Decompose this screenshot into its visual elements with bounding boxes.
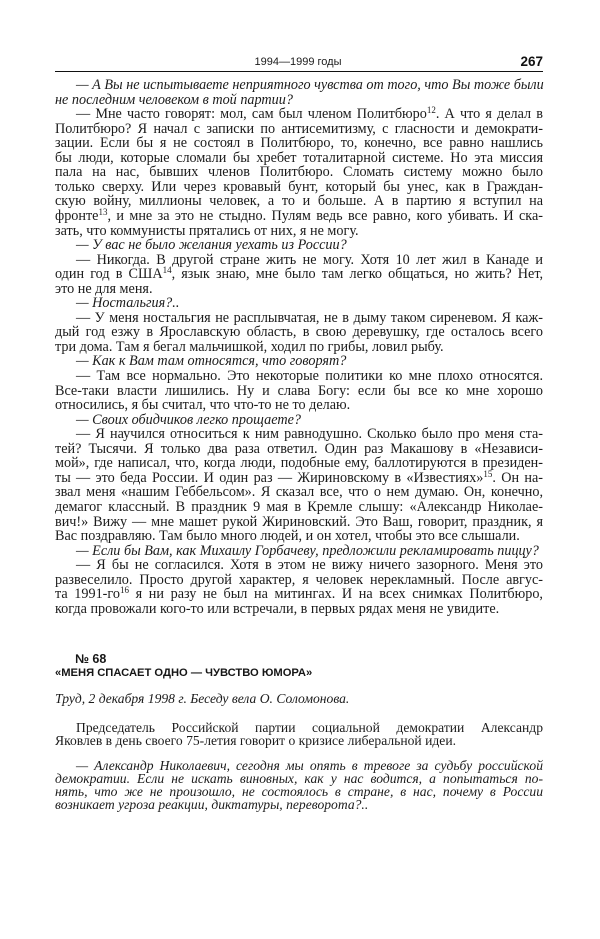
footnote-ref: 16: [119, 585, 129, 596]
answer-line: тей? Тысячи. Я только два раза ответил. Один раз Макашову в «Независи-: [55, 440, 543, 457]
answer-line: [55, 587, 543, 602]
answer-line: это не для меня.: [55, 280, 153, 297]
document-source: Труд, 2 декабря 1998 г. Беседу вела О. Соломонова.: [55, 691, 350, 707]
question-line: — Александр Николаевич, сегодня мы опять в тревоге за судьбу российской: [76, 758, 543, 773]
answer-line: относились, я бы считал, что что-то не то делаю.: [55, 397, 351, 414]
answer-line: мой», где написал, что, когда люди, подобные ему, баллотируются в президен-: [55, 455, 543, 472]
answer-line: [55, 209, 543, 224]
question-line: нять, что же не произошло, не состоялось в стране, в нас, почему в России: [55, 784, 543, 799]
footnote-ref: 15: [483, 468, 493, 479]
footnote-ref: 12: [426, 105, 436, 116]
lead-paragraph: [55, 721, 543, 747]
answer-line: бы люди, которые сломали бы хребет тоталитарной системе. Но эта миссия: [55, 149, 543, 166]
question-line: — Ностальгия?..: [76, 295, 180, 312]
answer-line: вич!» Вижу — мне машет рукой Жириновский. Это Ваш, говорит, праздник, я: [55, 513, 543, 530]
text-segment: , и мне за это не стыдно. Пулям ведь все равно, кого убивать. И ска-: [107, 208, 543, 225]
question-line: не последним человеком в той партии?: [55, 91, 293, 108]
answer-line: пала на нас, бывших членов Политбюро. Сломать систему можно было: [55, 164, 543, 181]
footnote-ref: 14: [162, 265, 172, 276]
question-line: возникает угроза реакции, диктатуры, переворота?..: [55, 797, 369, 812]
answer-line: — Никогда. В другой стране жить не могу. Хотя 10 лет жил в Канаде и: [76, 251, 543, 268]
text-segment: — Мне часто говорят: мол, сам был членом Политбюро: [76, 106, 427, 123]
question-line: — Своих обидчиков легко прощаете?: [76, 411, 301, 428]
answer-line: — Я научился относиться к ним равнодушно. Сколько было про меня ста-: [76, 426, 543, 443]
text-segment: та 1991-го: [55, 586, 120, 603]
answer-line: Политбюро? Я начал с записки по антисемитизму, с гласности и демократи-: [55, 120, 543, 137]
header-rule: [55, 71, 543, 72]
answer-line: [55, 267, 543, 282]
answer-line: три дома. Там я бегал мальчишкой, ходил по грибы, ловил рыбу.: [55, 338, 444, 355]
answer-line: — У меня ностальгия не расплывчатая, не в дыму таком сиреневом. Я каж-: [76, 309, 543, 326]
answer-line: звал меня «нашим Геббельсом». Я сказал все, что о нем думаю. Он, конечно,: [55, 484, 543, 501]
answer-line: зации. Если бы я не состоял в Политбюро, то, конечно, все равно нашлись: [55, 135, 543, 152]
page-number: 267: [520, 54, 543, 69]
answer-line: [55, 468, 544, 486]
document-number: № 68: [75, 652, 107, 666]
text-segment: ты — это беда России. И один раз — Жириновскому в «Известиях»: [55, 469, 484, 486]
document-title: «МЕНЯ СПАСАЕТ ОДНО — ЧУВСТВО ЮМОРА»: [55, 667, 313, 679]
answer-line: только сверху. Или через кровавый бунт, который бы унес, как в Граждан-: [55, 178, 543, 195]
answer-line: Все-таки власти лишились. Ну и слава Богу: если бы все ко мне хорошо: [55, 382, 543, 399]
question-line: — А Вы не испытываете неприятного чувства от того, что Вы тоже были: [76, 77, 544, 94]
answer-line: демагог классный. В праздник 9 мая в Кремле слышу: «Александр Николае-: [55, 498, 543, 515]
text-segment: фронте: [55, 208, 99, 225]
answer-line: — Я бы не согласился. Хотя в этом не вижу ничего зазорного. Меня это: [76, 557, 543, 574]
answer-line: [55, 107, 543, 122]
question-paragraph: [55, 759, 543, 811]
question-line: демократии. Если не искать виновных, как у нас водится, а попытаться по-: [55, 771, 543, 786]
answer-line: когда провожали кого-то или встречали, в первых рядах меня не увидите.: [55, 600, 500, 617]
answer-line: зать, что коммунисты прятались от них, я не могу.: [55, 222, 359, 239]
answer-line: скую войну, миллионы человек, а то и больше. А в партию я вступил на: [55, 193, 543, 210]
text-segment: , язык знаю, мне было там легко общаться, но жить? Нет,: [171, 266, 543, 283]
text-segment: . А что я делал в: [435, 106, 543, 123]
running-title: 1994—1999 годы: [254, 56, 342, 68]
lead-line: Председатель Российской партии социальной демократии Александр: [76, 720, 543, 735]
text-segment: . Он на-: [492, 469, 544, 486]
answer-line: — Там все нормально. Это некоторые политики ко мне плохо относятся.: [76, 368, 543, 385]
text-segment: я ни разу не был на митингах. И на всех снимках Политбюро,: [128, 586, 543, 603]
question-line: — Как к Вам там относятся, что говорят?: [76, 353, 347, 370]
question-line: — У вас не было желания уехать из России?: [76, 237, 347, 254]
interview-continued: [55, 78, 543, 616]
answer-line: дый год езжу в Ярославскую область, в свою деревушку, где осталось всего: [55, 324, 543, 341]
footnote-ref: 13: [98, 207, 108, 218]
answer-line: Вас поздравляю. Там было много людей, и он хотел, чтобы это все слышали.: [55, 528, 520, 545]
lead-line: Яковлев в день своего 75-летия говорит о кризисе либеральной идеи.: [55, 733, 457, 748]
text-segment: один год в США: [55, 266, 163, 283]
answer-line: развеселило. Просто другой характер, я человек нерекламный. После авгус-: [55, 571, 543, 588]
question-line: — Если бы Вам, как Михаилу Горбачеву, предложили рекламировать пиццу?: [76, 542, 539, 559]
